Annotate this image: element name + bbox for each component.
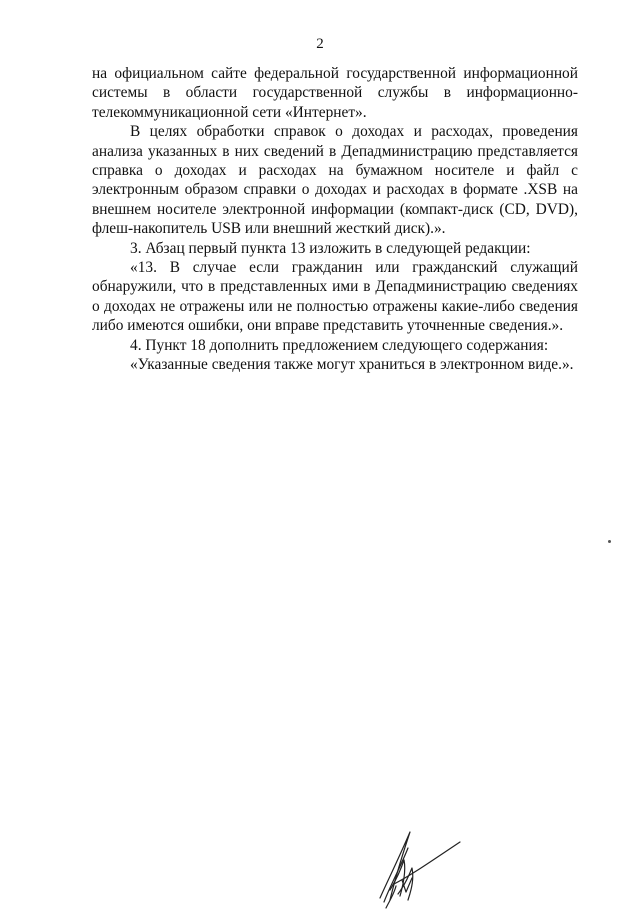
paragraph-continuation: на официальном сайте федеральной государственной информационной системы в области государственной службы в информационно-телекоммуникационной сети «Интернет». xyxy=(92,65,578,121)
paragraph-item-4: 4. Пункт 18 дополнить предложением следующего содержания: xyxy=(130,336,549,354)
document-body xyxy=(92,64,578,375)
paragraph-item-13-text: «13. В случае если гражданин или гражданский служащий обнаружили, что в представленных ими в Депадминистрацию сведениях о доходах не отражены или не полностью отражены какие-либо сведения либо имеются ошибки, они вправе представить уточненные сведения.». xyxy=(92,259,578,335)
paragraph-income-reports: В целях обработки справок о доходах и расходах, проведения анализа указанных в них сведений в Депадминистрацию представляется справка о доходах и расходах на бумажном носителе и файл с электронным образом справки о доходах и расходах в формате .XSB на внешнем носителе электронной информации (компакт-диск (CD, DVD), флеш-накопитель USB или внешний жесткий диск).». xyxy=(92,123,578,238)
paragraph-item-3: 3. Абзац первый пункта 13 изложить в следующей редакции: xyxy=(130,239,531,257)
scan-speck xyxy=(608,540,611,543)
paragraph-item-18-text: «Указанные сведения также могут храниться в электронном виде.». xyxy=(130,356,574,374)
handwritten-signature-icon xyxy=(360,820,470,910)
page-number: 2 xyxy=(316,36,324,52)
